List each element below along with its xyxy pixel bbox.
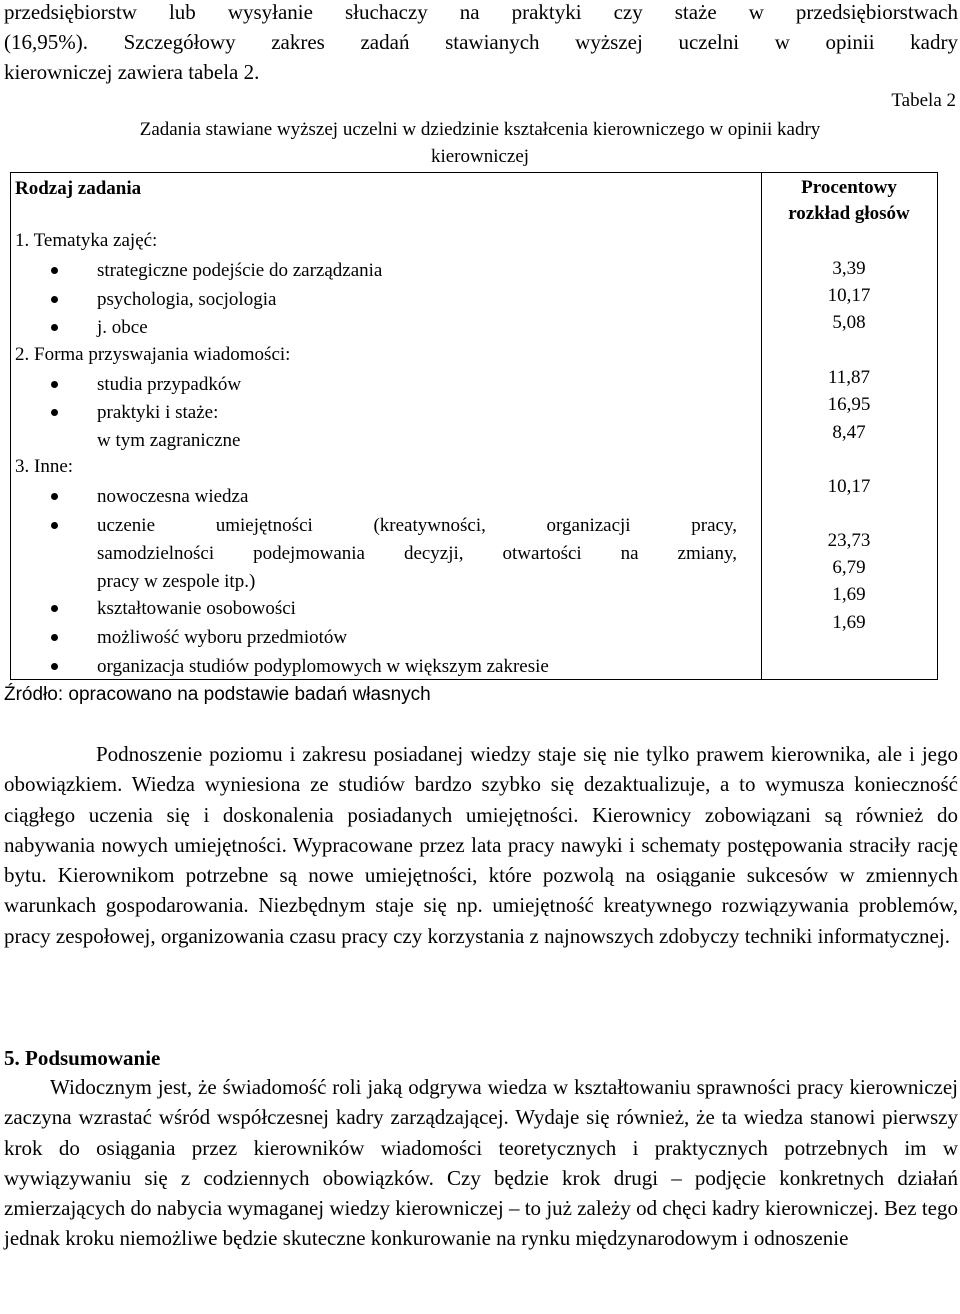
section-1-value-2: 10,17 (827, 285, 871, 306)
bullet-icon (51, 296, 58, 303)
section-2-item-2: praktyki i staże: (97, 402, 219, 423)
bullet-icon (51, 522, 58, 529)
section-3-title: 3. Inne: (15, 456, 74, 477)
header-vote-distribution (761, 175, 937, 227)
section-3-item-1: nowoczesna wiedza (97, 486, 249, 507)
section-3-value-4: 1,69 (832, 584, 866, 605)
table-source: Źródło: opracowano na podstawie badań własnych (4, 684, 431, 705)
section-1-item-3: j. obce (97, 317, 148, 338)
section-3-item-5: organizacja studiów podyplomowych w większym zakresie (97, 656, 549, 677)
bullet-icon (51, 493, 58, 500)
bullet-icon (51, 605, 58, 612)
bullet-icon (51, 324, 58, 331)
section-3-value-2: 23,73 (827, 530, 871, 551)
section-1-value-1: 3,39 (832, 258, 866, 279)
section-2-item-3: w tym zagraniczne (97, 430, 241, 451)
body-paragraph: Podnoszenie poziomu i zakresu posiadanej wiedzy staje się nie tylko prawem kierownika, ale i jego obowiązkiem. Wiedza wyniesiona ze studiów bardzo szybko się dezaktualizuje, a to wymusza konieczność ciągłego uczenia się i doskonalenia posiadanych umiejętności. Kierownicy zobowiązani są również do nabywania nowych umiejętności. Wypracowane przez lata pracy nawyki i schematy postępowania straciły rację bytu. Kierownikom potrzebne są nowe umiejętności, które pozwolą na osiąganie sukcesów w zmiennych warunkach gospodarowania. Niezbędnym staje się np. umiejętność kreatywnego rozwiązywania problemów, pracy zespołowej, organizowania czasu pracy czy korzystania z najnowszych zdobyczy techniki informatycznej. (4, 742, 958, 948)
section-1-value-3: 5,08 (832, 312, 866, 333)
bullet-icon (51, 381, 58, 388)
table-label: Tabela 2 (891, 90, 956, 111)
tasks-table (10, 172, 938, 680)
bullet-icon (51, 409, 58, 416)
section-heading: 5. Podsumowanie (4, 1046, 161, 1070)
bullet-icon (51, 663, 58, 670)
intro-line-1: przedsiębiorstw lub wysyłanie słuchaczy na praktyki czy staże w przedsiębiorstwach (4, 0, 958, 24)
table-caption (30, 116, 930, 170)
section-2-item-1: studia przypadków (97, 374, 242, 395)
bullet-icon (51, 267, 58, 274)
section-2-title: 2. Forma przyswajania wiadomości: (15, 344, 291, 365)
section-3-value-1: 10,17 (827, 476, 871, 497)
section-3-item-2-line-1: uczenie umiejętności (kreatywności, organizacji pracy, (97, 515, 737, 536)
section-1-item-1: strategiczne podejście do zarządzania (97, 260, 383, 281)
section-2-value-3: 8,47 (832, 422, 866, 443)
intro-line-3: kierowniczej zawiera tabela 2. (4, 60, 260, 84)
section-1-item-2: psychologia, socjologia (97, 289, 277, 310)
section-3-value-3: 6,79 (832, 557, 866, 578)
section-3-item-2-line-2: samodzielności podejmowania decyzji, otwartości na zmiany, (97, 543, 737, 564)
section-2-value-2: 16,95 (827, 394, 871, 415)
section-3-item-4: możliwość wyboru przedmiotów (97, 627, 348, 648)
section-2-value-1: 11,87 (827, 367, 871, 388)
table-caption-line-2: kierowniczej (430, 146, 530, 167)
table-caption-line-1: Zadania stawiane wyższej uczelni w dziedzinie kształcenia kierowniczego w opinii kadry (139, 119, 821, 140)
summary-paragraph: Widocznym jest, że świadomość roli jaką odgrywa wiedza w kształtowaniu sprawności pracy kierowniczej zaczyna wzrastać wśród współczesnej kadry zarządzającej. Wydaje się również, że ta wiedza stanowi pierwszy krok do osiągania przez kierowników wiadomości teoretycznych i praktycznych potrzebnych im w wywiązywaniu się z codziennych obowiązków. Czy będzie krok drugi – podjęcie konkretnych działań zmierzających do nabycia wymaganej wiedzy kierowniczej – to już zależy od chęci kadry kierowniczej. Bez tego jednak kroku niemożliwe będzie skuteczne konkurowanie na rynku międzynarodowym i odnoszenie (4, 1075, 958, 1251)
header-vote-line-1: Procentowy (801, 177, 897, 198)
header-task-type: Rodzaj zadania (15, 178, 142, 199)
bullet-icon (51, 634, 58, 641)
header-vote-line-2: rozkład głosów (788, 203, 910, 224)
section-3-item-3: kształtowanie osobowości (97, 598, 296, 619)
intro-line-2: (16,95%). Szczegółowy zakres zadań stawianych wyższej uczelni w opinii kadry (4, 30, 958, 54)
section-1-title: 1. Tematyka zajęć: (15, 230, 158, 251)
section-3-value-5: 1,69 (832, 612, 866, 633)
section-3-item-2-line-3: pracy w zespole itp.) (97, 571, 256, 592)
